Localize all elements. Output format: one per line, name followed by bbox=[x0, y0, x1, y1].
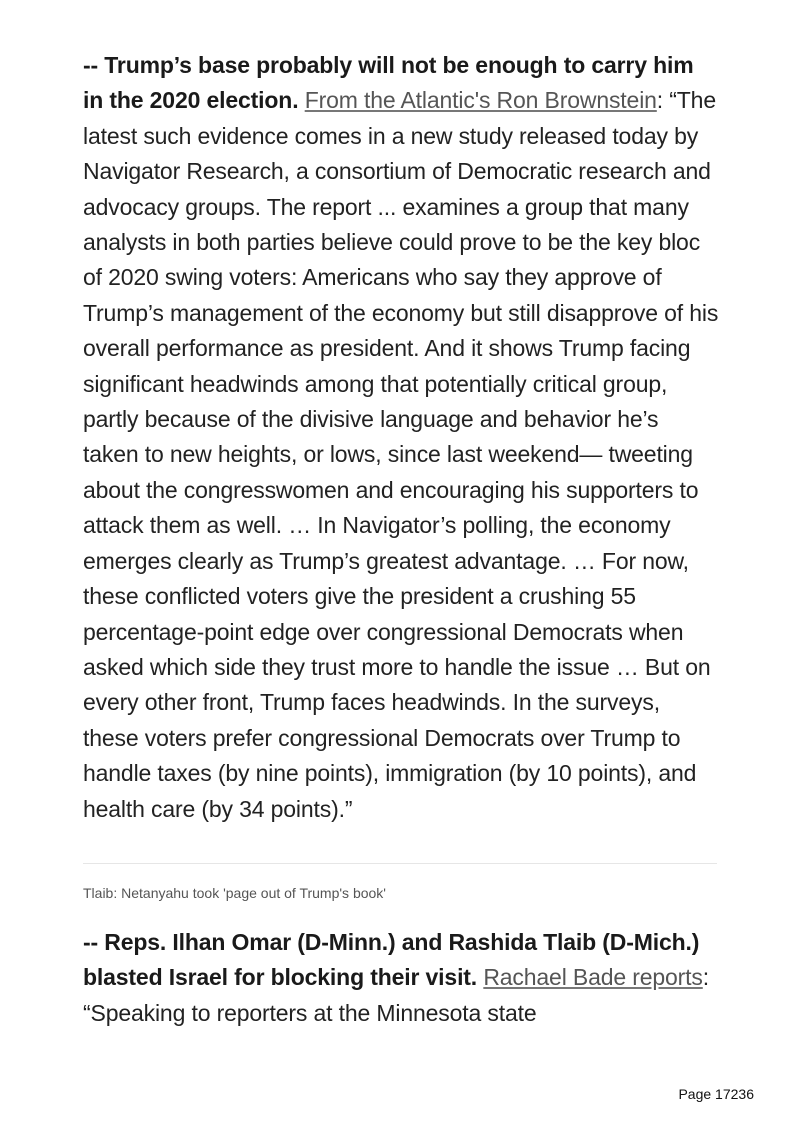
source-link-atlantic[interactable]: From the Atlantic's Ron Brownstein bbox=[304, 87, 657, 114]
page-number: Page 17236 bbox=[678, 1086, 754, 1102]
paragraph-body: : “The latest such evidence comes in a new study released today by Navigator Research, a consortium of Democratic research and advocacy groups. The report ... examines a group that many analysts in both parties believe could prove to be the key bloc of 2020 swing voters: Americans who say they approve of Trump’s management of the economy but still disapprove of his overall performance as president. And it shows Trump facing significant headwinds among that potentially critical group, partly because of the divisive language and behavior he’s taken to new heights, or lows, since last weekend— tweeting about the congresswomen and encouraging his supporters to attack them as well. … In Navigator’s polling, the economy emerges clearly as Trump’s greatest advantage. … For now, these conflicted voters give the president a crushing 55 percentage-point edge over congressional Democrats when asked which side they trust more to handle the issue … But on every other front, Trump faces headwinds. In the surveys, these voters prefer congressional Democrats over Trump to handle taxes (by nine points), immigration (by 10 points), and health care (by 34 points).” bbox=[83, 87, 719, 822]
divider bbox=[83, 863, 717, 864]
paragraph-body: : “Speaking to reporters at the Minnesota state bbox=[83, 964, 710, 1026]
paragraph-headline: -- Trump’s base probably will not be enough to carry him in the 2020 election. bbox=[83, 52, 694, 114]
paragraph-omar-tlaib bbox=[83, 925, 719, 1031]
paragraph-trump-base bbox=[83, 48, 719, 827]
video-caption: Tlaib: Netanyahu took 'page out of Trump's book' bbox=[83, 884, 386, 901]
paragraph-headline: -- Reps. Ilhan Omar (D-Minn.) and Rashida Tlaib (D-Mich.) blasted Israel for blocking their visit. bbox=[83, 928, 700, 991]
article-content bbox=[83, 48, 719, 1031]
source-link-bade[interactable]: Rachael Bade reports bbox=[483, 964, 703, 991]
